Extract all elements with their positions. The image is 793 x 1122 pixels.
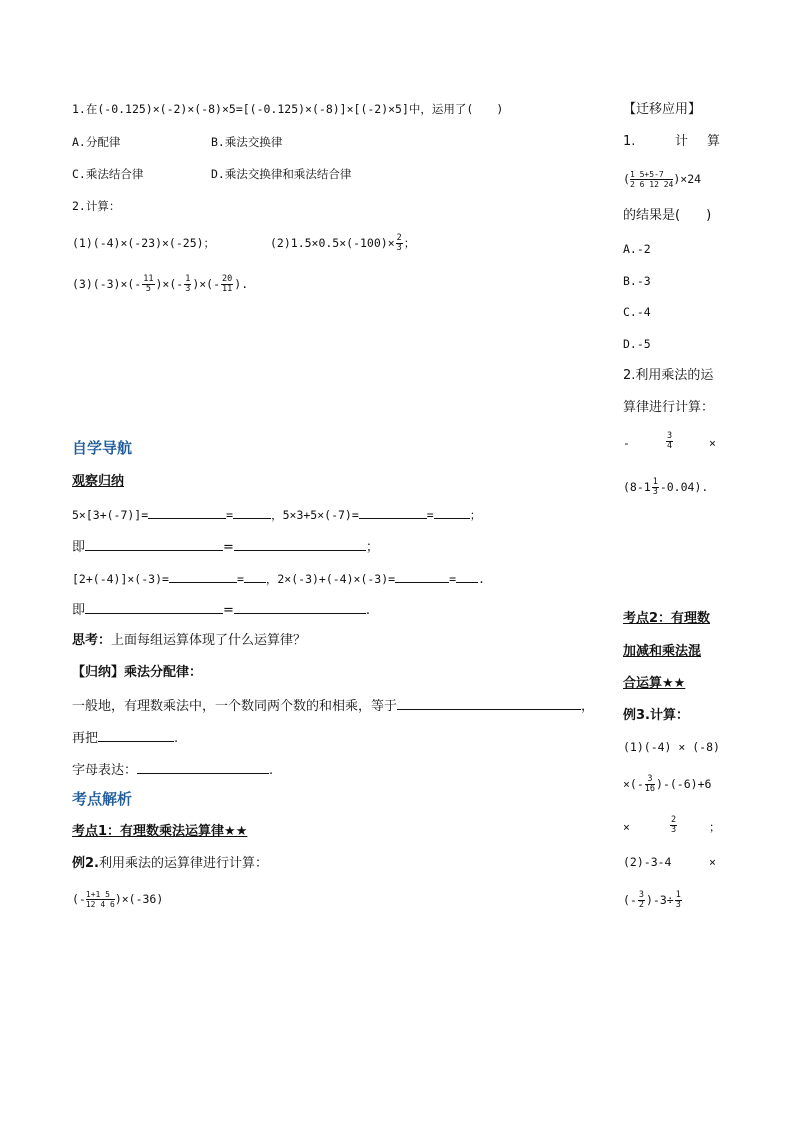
example-3-line-3: × $\frac{2}{3}$ ； — [623, 815, 721, 835]
answer-blank[interactable] — [234, 537, 366, 551]
fraction: $\frac{2}{3}$ — [671, 815, 677, 835]
answer-blank[interactable] — [234, 600, 366, 614]
q1-option-a: A.分配律 — [72, 135, 121, 149]
fraction: $\frac{20}{11}$ — [222, 274, 233, 294]
example-3-line-1: (1)(-4) × (-8) — [623, 740, 720, 754]
example-3-line-5: (- $\frac{3}{2}$ )-3÷ $\frac{1}{3}$ — [623, 890, 681, 910]
right-q2-line-4: (8-1 $\frac{1}{3}$ -0.04). — [623, 477, 709, 497]
question-1-text: 1.在(-0.125)×(-2)×(-8)×5=[(-0.125)×(-8)]×[(-2)×5]中，运用了( ) — [72, 102, 504, 116]
answer-blank[interactable] — [434, 505, 470, 519]
q1-option-c: C.乘法结合律 — [72, 167, 144, 181]
answer-blank[interactable] — [137, 760, 269, 774]
answer-blank[interactable] — [456, 569, 478, 583]
right-q2-line-2: 算律进行计算： — [623, 400, 715, 415]
fraction: $\frac{3}{4}$ — [667, 431, 673, 451]
right-q1-option-c: C.-4 — [623, 305, 651, 319]
example-2-expression: (- $\frac{1+1 5}{12 4 6}$ )×(-36) — [72, 890, 164, 909]
q1-option-b: B.乘法交换律 — [211, 135, 283, 149]
fraction-group: $\frac{1 5+5-7}{2 6 12 24}$ — [629, 170, 674, 189]
example-2: 例2.利用乘法的运算律进行计算： — [72, 856, 268, 871]
fraction: $\frac{3}{16}$ — [644, 774, 656, 794]
fraction: $\frac{3}{2}$ — [638, 890, 644, 910]
answer-blank[interactable] — [244, 569, 266, 583]
point-1-title: 考点1：有理数乘法运算律★★ — [72, 824, 248, 839]
fraction: $\frac{1}{3}$ — [675, 890, 681, 910]
think-question: 思考：上面每组运算体现了什么运算律？ — [72, 633, 307, 648]
subsection-observe: 观察归纳 — [72, 474, 125, 489]
answer-blank[interactable] — [169, 569, 237, 583]
right-q1-option-d: D.-5 — [623, 337, 651, 351]
summary-line-1: 一般地，有理数乘法中，一个数同两个数的和相乘，等于 ， — [72, 696, 594, 716]
section-title-analysis: 考点解析 — [72, 790, 133, 808]
observe-line-1: 5×[3+(-7)]= = ，5×3+5×(-7)= = ； — [72, 505, 481, 524]
answer-blank[interactable] — [397, 696, 581, 710]
right-q1-option-b: B.-3 — [623, 274, 651, 288]
q2-part-2: (2)1.5×0.5×(-100)× $\frac{2}{3}$ ； — [270, 233, 416, 253]
fraction: $\frac{1}{3}$ — [185, 274, 191, 294]
right-title-transfer: 【迁移应用】 — [623, 102, 702, 117]
right-q2-line-1: 2.利用乘法的运 — [623, 368, 714, 383]
right-q1-option-a: A.-2 — [623, 242, 651, 256]
point-2-title-line-3: 合运算★★ — [623, 676, 686, 691]
answer-blank[interactable] — [233, 505, 271, 519]
example-3-line-2: ×(- $\frac{3}{16}$ )-(-6)+6 — [623, 774, 712, 794]
point-2-title-line-1: 考点2：有理数 — [623, 611, 711, 626]
right-q1-expression: ( $\frac{1 5+5-7}{2 6 12 24}$ )×24 — [623, 170, 702, 189]
answer-blank[interactable] — [98, 728, 174, 742]
point-2-title-line-2: 加减和乘法混 — [623, 644, 702, 659]
q1-option-d: D.乘法交换律和乘法结合律 — [211, 167, 352, 181]
answer-blank[interactable] — [148, 505, 226, 519]
answer-blank[interactable] — [359, 505, 427, 519]
summary-line-2: 再把 . — [72, 728, 178, 748]
observe-line-4: 即 = . — [72, 600, 370, 620]
summary-label: 【归纳】乘法分配律： — [72, 665, 203, 680]
fraction: $\frac{11}{5}$ — [143, 274, 154, 294]
fraction: $\frac{2}{3}$ — [396, 233, 402, 253]
observe-line-3: [2+(-4)]×(-3)= = ，2×(-3)+(-4)×(-3)= = . — [72, 569, 485, 588]
answer-blank[interactable] — [395, 569, 449, 583]
fraction-group: $\frac{1+1 5}{12 4 6}$ — [85, 890, 115, 909]
right-q1-result: 的结果是( ) — [623, 208, 712, 223]
answer-blank[interactable] — [85, 537, 223, 551]
fraction: $\frac{1}{3}$ — [652, 477, 658, 497]
example-3: 例3.计算： — [623, 708, 689, 723]
observe-line-2: 即 = ； — [72, 537, 379, 557]
answer-blank[interactable] — [85, 600, 223, 614]
q2-part-1: (1)(-4)×(-23)×(-25)； — [72, 236, 216, 250]
section-title-self-study: 自学导航 — [72, 439, 133, 457]
letter-expression: 字母表达： . — [72, 760, 273, 780]
q2-part-3: (3)(-3)×(- $\frac{11}{5}$ )×(- $\frac{1}{3}$ )×(- $\frac{20}{11}$ ). — [72, 274, 249, 294]
question-2-title: 2.计算： — [72, 199, 121, 213]
right-q2-line-3: - $\frac{3}{4}$ × — [623, 431, 716, 451]
